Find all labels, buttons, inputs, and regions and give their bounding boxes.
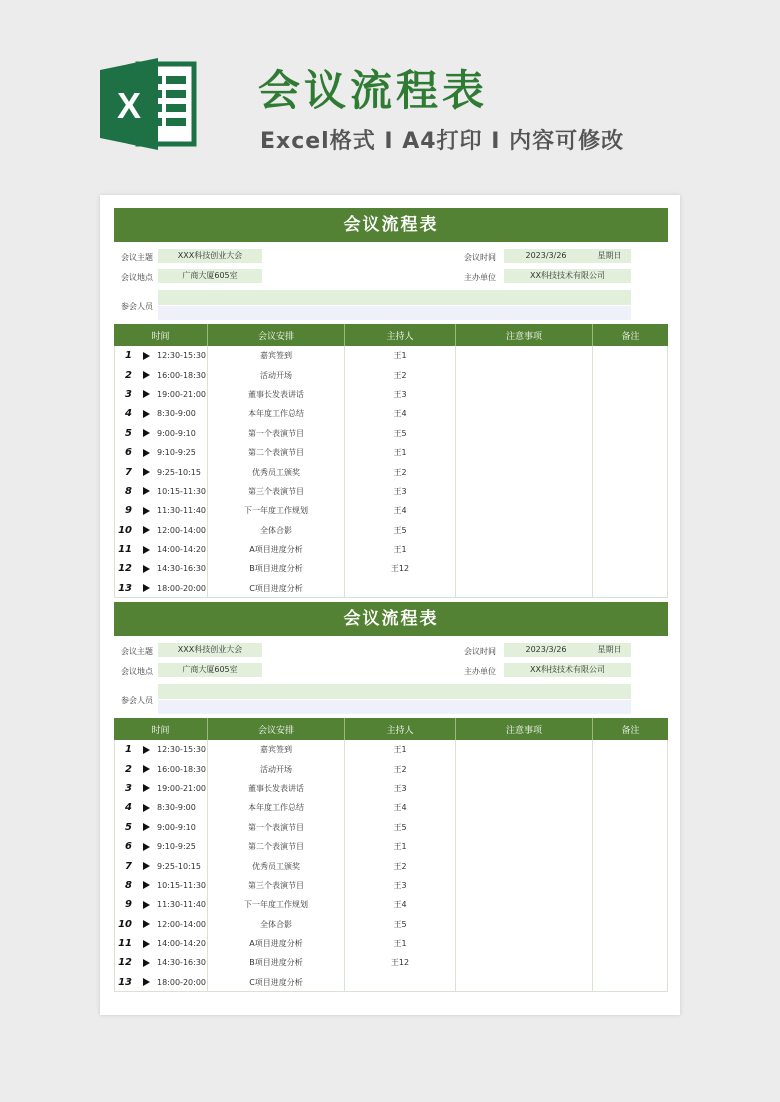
host-cell[interactable]: 王3: [345, 385, 456, 404]
row-number: 2: [125, 369, 132, 381]
time-cell: [114, 934, 208, 953]
page-subtitle: Excel格式 I A4打印 I 内容可修改: [260, 129, 625, 154]
col-notes: 注意事项: [456, 718, 593, 740]
time-value: 9:25-10:15: [157, 467, 201, 477]
info-block: [114, 242, 668, 324]
time-value: 8:30-9:00: [157, 803, 196, 813]
date-value[interactable]: 2023/3/26: [504, 249, 588, 263]
time-cell: [114, 501, 208, 520]
agenda-cell[interactable]: 第二个表演节目: [208, 443, 345, 462]
col-agenda: 会议安排: [208, 718, 345, 740]
notes-cell[interactable]: [456, 346, 593, 365]
remarks-cell[interactable]: [593, 895, 668, 914]
weekday-value[interactable]: 星期日: [588, 249, 631, 263]
table-row[interactable]: [114, 501, 668, 520]
remarks-cell[interactable]: [593, 779, 668, 798]
agenda-cell[interactable]: 优秀员工颁奖: [208, 462, 345, 481]
topic-label: 会议主题: [121, 253, 153, 262]
play-arrow-icon: [143, 823, 150, 831]
time-value: 11:30-11:40: [157, 506, 206, 516]
table-row[interactable]: [114, 895, 668, 914]
notes-cell[interactable]: [456, 915, 593, 934]
attendees-label: 参会人员: [121, 302, 153, 311]
time-cell: [114, 876, 208, 895]
remarks-cell[interactable]: [593, 973, 668, 992]
host-unit-value[interactable]: XX科技技术有限公司: [504, 269, 631, 283]
agenda-cell[interactable]: B项目进度分析: [208, 953, 345, 972]
remarks-cell[interactable]: [593, 856, 668, 875]
time-value: 9:10-9:25: [157, 448, 196, 458]
host-cell[interactable]: 王1: [345, 934, 456, 953]
host-cell[interactable]: 王2: [345, 856, 456, 875]
host-cell[interactable]: 王5: [345, 521, 456, 540]
agenda-cell[interactable]: A项目进度分析: [208, 934, 345, 953]
info-block: [114, 636, 668, 718]
play-arrow-icon: [143, 449, 150, 457]
notes-cell[interactable]: [456, 482, 593, 501]
row-number: 6: [125, 447, 132, 459]
notes-cell[interactable]: [456, 540, 593, 559]
time-value: 19:00-21:00: [157, 389, 206, 399]
agenda-cell[interactable]: B项目进度分析: [208, 559, 345, 578]
host-cell[interactable]: [345, 579, 456, 598]
place-label: 会议地点: [121, 273, 153, 282]
time-value: 9:00-9:10: [157, 822, 196, 832]
host-cell[interactable]: 王1: [345, 346, 456, 365]
time-value: 12:30-15:30: [157, 745, 206, 755]
table-row[interactable]: [114, 973, 668, 992]
play-arrow-icon: [143, 487, 150, 495]
time-cell: [114, 837, 208, 856]
sheet-1: [114, 208, 668, 598]
table-row[interactable]: [114, 521, 668, 540]
table-row[interactable]: [114, 915, 668, 934]
sheet-2: [114, 602, 668, 992]
table-row[interactable]: [114, 424, 668, 443]
host-cell[interactable]: 王4: [345, 501, 456, 520]
play-arrow-icon: [143, 940, 150, 948]
agenda-cell[interactable]: C项目进度分析: [208, 579, 345, 598]
attendees-field-2[interactable]: [158, 700, 631, 714]
time-value: 19:00-21:00: [157, 783, 206, 793]
time-value: 18:00-20:00: [157, 977, 206, 987]
date-value[interactable]: 2023/3/26: [504, 643, 588, 657]
play-arrow-icon: [143, 901, 150, 909]
time-cell: [114, 818, 208, 837]
time-cell: [114, 462, 208, 481]
host-unit-value[interactable]: XX科技技术有限公司: [504, 663, 631, 677]
play-arrow-icon: [143, 468, 150, 476]
col-host: 主持人: [345, 324, 456, 346]
remarks-cell[interactable]: [593, 540, 668, 559]
table-row[interactable]: [114, 385, 668, 404]
agenda-cell[interactable]: 第一个表演节目: [208, 818, 345, 837]
agenda-cell[interactable]: 第三个表演节目: [208, 876, 345, 895]
host-cell[interactable]: 王1: [345, 540, 456, 559]
table-row[interactable]: [114, 579, 668, 598]
notes-cell[interactable]: [456, 818, 593, 837]
row-number: 7: [125, 860, 132, 872]
topic-label: 会议主题: [121, 647, 153, 656]
row-number: 3: [125, 782, 132, 794]
page-title: 会议流程表: [258, 66, 489, 115]
host-cell[interactable]: 王2: [345, 759, 456, 778]
time-value: 14:00-14:20: [157, 545, 206, 555]
table-row[interactable]: [114, 876, 668, 895]
notes-cell[interactable]: [456, 779, 593, 798]
notes-cell[interactable]: [456, 385, 593, 404]
time-value: 9:10-9:25: [157, 842, 196, 852]
row-number: 7: [125, 466, 132, 478]
time-label: 会议时间: [464, 647, 496, 656]
notes-cell[interactable]: [456, 895, 593, 914]
host-unit-label: 主办单位: [464, 273, 496, 282]
time-cell: [114, 895, 208, 914]
remarks-cell[interactable]: [593, 365, 668, 384]
row-number: 12: [118, 563, 132, 575]
play-arrow-icon: [143, 920, 150, 928]
time-cell: [114, 740, 208, 759]
col-remarks: 备注: [621, 331, 640, 342]
row-number: 10: [118, 524, 132, 536]
table-row[interactable]: [114, 404, 668, 423]
notes-cell[interactable]: [456, 934, 593, 953]
time-cell: [114, 759, 208, 778]
host-cell[interactable]: 王5: [345, 424, 456, 443]
remarks-cell[interactable]: [593, 876, 668, 895]
play-arrow-icon: [143, 765, 150, 773]
table-row[interactable]: [114, 365, 668, 384]
notes-cell[interactable]: [456, 462, 593, 481]
time-value: 10:15-11:30: [157, 880, 206, 890]
play-arrow-icon: [143, 429, 150, 437]
remarks-cell[interactable]: [593, 424, 668, 443]
table-row[interactable]: [114, 559, 668, 578]
table-header: [114, 324, 668, 346]
sheet-title: 会议流程表: [114, 208, 668, 242]
remarks-cell[interactable]: [593, 443, 668, 462]
host-cell[interactable]: 王12: [345, 559, 456, 578]
time-value: 12:00-14:00: [157, 919, 206, 929]
time-value: 8:30-9:00: [157, 409, 196, 419]
notes-cell[interactable]: [456, 404, 593, 423]
row-number: 11: [118, 544, 132, 556]
time-cell: [114, 365, 208, 384]
host-cell[interactable]: 王3: [345, 779, 456, 798]
row-number: 5: [125, 427, 132, 439]
row-number: 13: [118, 582, 132, 594]
time-cell: [114, 424, 208, 443]
agenda-cell[interactable]: 第一个表演节目: [208, 424, 345, 443]
remarks-cell[interactable]: [593, 759, 668, 778]
place-value[interactable]: 广商大厦605室: [158, 663, 262, 677]
notes-cell[interactable]: [456, 837, 593, 856]
agenda-cell[interactable]: 嘉宾签到: [208, 346, 345, 365]
table-body: [114, 740, 668, 992]
play-arrow-icon: [143, 584, 150, 592]
row-number: 8: [125, 879, 132, 891]
notes-cell[interactable]: [456, 501, 593, 520]
agenda-cell[interactable]: 董事长发表讲话: [208, 385, 345, 404]
row-number: 3: [125, 388, 132, 400]
time-value: 10:15-11:30: [157, 486, 206, 496]
time-cell: [114, 798, 208, 817]
remarks-cell[interactable]: [593, 482, 668, 501]
remarks-cell[interactable]: [593, 385, 668, 404]
time-value: 14:30-16:30: [157, 564, 206, 574]
row-number: 5: [125, 821, 132, 833]
host-cell[interactable]: 王12: [345, 953, 456, 972]
play-arrow-icon: [143, 526, 150, 534]
excel-icon: [100, 58, 200, 150]
time-value: 16:00-18:30: [157, 370, 206, 380]
play-arrow-icon: [143, 959, 150, 967]
row-number: 9: [125, 899, 132, 911]
time-cell: [114, 443, 208, 462]
attendees-label: 参会人员: [121, 696, 153, 705]
table-row[interactable]: [114, 818, 668, 837]
table-row[interactable]: [114, 540, 668, 559]
time-cell: [114, 779, 208, 798]
notes-cell[interactable]: [456, 365, 593, 384]
table-row[interactable]: [114, 482, 668, 501]
table-row[interactable]: [114, 779, 668, 798]
topic-value[interactable]: XXX科技创业大会: [158, 249, 262, 263]
notes-cell[interactable]: [456, 856, 593, 875]
agenda-cell[interactable]: 活动开场: [208, 759, 345, 778]
remarks-cell[interactable]: [593, 953, 668, 972]
notes-cell[interactable]: [456, 559, 593, 578]
remarks-cell[interactable]: [593, 559, 668, 578]
table-row[interactable]: [114, 346, 668, 365]
col-time: 时间: [114, 718, 208, 740]
remarks-cell[interactable]: [593, 346, 668, 365]
col-host: 主持人: [345, 718, 456, 740]
play-arrow-icon: [143, 507, 150, 515]
agenda-cell[interactable]: 本年度工作总结: [208, 798, 345, 817]
agenda-cell[interactable]: 第三个表演节目: [208, 482, 345, 501]
row-number: 12: [118, 957, 132, 969]
remarks-cell[interactable]: [593, 818, 668, 837]
col-remarks: 备注: [621, 725, 640, 736]
notes-cell[interactable]: [456, 740, 593, 759]
table-row[interactable]: [114, 934, 668, 953]
remarks-cell[interactable]: [593, 404, 668, 423]
row-number: 4: [125, 802, 132, 814]
remarks-cell[interactable]: [593, 521, 668, 540]
notes-cell[interactable]: [456, 521, 593, 540]
play-arrow-icon: [143, 978, 150, 986]
host-unit-label: 主办单位: [464, 667, 496, 676]
host-cell[interactable]: 王4: [345, 404, 456, 423]
agenda-cell[interactable]: 董事长发表讲话: [208, 779, 345, 798]
play-arrow-icon: [143, 371, 150, 379]
agenda-cell[interactable]: 下一年度工作规划: [208, 501, 345, 520]
remarks-cell[interactable]: [593, 579, 668, 598]
page-header: [0, 0, 780, 190]
time-cell: [114, 521, 208, 540]
table-row[interactable]: [114, 740, 668, 759]
remarks-cell[interactable]: [593, 915, 668, 934]
play-arrow-icon: [143, 784, 150, 792]
agenda-cell[interactable]: 优秀员工颁奖: [208, 856, 345, 875]
host-cell[interactable]: 王3: [345, 876, 456, 895]
time-value: 9:00-9:10: [157, 428, 196, 438]
weekday-value[interactable]: 星期日: [588, 643, 631, 657]
time-value: 14:00-14:20: [157, 939, 206, 949]
time-cell: [114, 540, 208, 559]
time-cell: [114, 579, 208, 598]
play-arrow-icon: [143, 352, 150, 360]
notes-cell[interactable]: [456, 973, 593, 992]
agenda-cell[interactable]: A项目进度分析: [208, 540, 345, 559]
table-body: [114, 346, 668, 598]
col-agenda: 会议安排: [208, 324, 345, 346]
remarks-cell[interactable]: [593, 740, 668, 759]
time-cell: [114, 346, 208, 365]
host-cell[interactable]: 王4: [345, 798, 456, 817]
remarks-cell[interactable]: [593, 462, 668, 481]
time-cell: [114, 856, 208, 875]
table-row[interactable]: [114, 759, 668, 778]
place-label: 会议地点: [121, 667, 153, 676]
paper-sheet: [100, 195, 680, 1015]
play-arrow-icon: [143, 804, 150, 812]
agenda-cell[interactable]: 第二个表演节目: [208, 837, 345, 856]
row-number: 1: [125, 350, 132, 362]
play-arrow-icon: [143, 546, 150, 554]
host-cell[interactable]: 王2: [345, 365, 456, 384]
table-row[interactable]: [114, 856, 668, 875]
play-arrow-icon: [143, 843, 150, 851]
notes-cell[interactable]: [456, 876, 593, 895]
time-cell: [114, 973, 208, 992]
play-arrow-icon: [143, 881, 150, 889]
place-value[interactable]: 广商大厦605室: [158, 269, 262, 283]
time-value: 12:30-15:30: [157, 351, 206, 361]
host-cell[interactable]: 王1: [345, 740, 456, 759]
table-row[interactable]: [114, 443, 668, 462]
time-value: 9:25-10:15: [157, 861, 201, 871]
host-cell[interactable]: 王5: [345, 915, 456, 934]
play-arrow-icon: [143, 410, 150, 418]
row-number: 1: [125, 744, 132, 756]
time-cell: [114, 404, 208, 423]
agenda-cell[interactable]: 下一年度工作规划: [208, 895, 345, 914]
host-cell[interactable]: 王3: [345, 482, 456, 501]
notes-cell[interactable]: [456, 424, 593, 443]
excel-icon-letter: X: [116, 85, 142, 126]
sheet-title: 会议流程表: [114, 602, 668, 636]
time-value: 12:00-14:00: [157, 525, 206, 535]
host-cell[interactable]: 王4: [345, 895, 456, 914]
play-arrow-icon: [143, 746, 150, 754]
time-value: 14:30-16:30: [157, 958, 206, 968]
host-cell[interactable]: [345, 973, 456, 992]
agenda-cell[interactable]: 全体合影: [208, 915, 345, 934]
host-cell[interactable]: 王5: [345, 818, 456, 837]
agenda-cell[interactable]: 嘉宾签到: [208, 740, 345, 759]
row-number: 10: [118, 918, 132, 930]
notes-cell[interactable]: [456, 798, 593, 817]
time-cell: [114, 385, 208, 404]
play-arrow-icon: [143, 862, 150, 870]
time-cell: [114, 915, 208, 934]
time-cell: [114, 482, 208, 501]
row-number: 13: [118, 976, 132, 988]
play-arrow-icon: [143, 390, 150, 398]
remarks-cell[interactable]: [593, 837, 668, 856]
time-value: 16:00-18:30: [157, 764, 206, 774]
col-time: 时间: [114, 324, 208, 346]
attendees-field-1[interactable]: [158, 290, 631, 305]
host-cell[interactable]: 王1: [345, 443, 456, 462]
notes-cell[interactable]: [456, 579, 593, 598]
attendees-field-2[interactable]: [158, 306, 631, 320]
time-value: 18:00-20:00: [157, 583, 206, 593]
agenda-cell[interactable]: 全体合影: [208, 521, 345, 540]
notes-cell[interactable]: [456, 953, 593, 972]
host-cell[interactable]: 王1: [345, 837, 456, 856]
time-value: 11:30-11:40: [157, 900, 206, 910]
table-row[interactable]: [114, 798, 668, 817]
table-row[interactable]: [114, 837, 668, 856]
table-row[interactable]: [114, 953, 668, 972]
row-number: 9: [125, 505, 132, 517]
row-number: 11: [118, 938, 132, 950]
remarks-cell[interactable]: [593, 798, 668, 817]
row-number: 6: [125, 841, 132, 853]
col-notes: 注意事项: [456, 324, 593, 346]
row-number: 2: [125, 763, 132, 775]
remarks-cell[interactable]: [593, 501, 668, 520]
time-label: 会议时间: [464, 253, 496, 262]
time-cell: [114, 559, 208, 578]
row-number: 8: [125, 485, 132, 497]
table-row[interactable]: [114, 462, 668, 481]
play-arrow-icon: [143, 565, 150, 573]
agenda-cell[interactable]: C项目进度分析: [208, 973, 345, 992]
row-number: 4: [125, 408, 132, 420]
agenda-cell[interactable]: 本年度工作总结: [208, 404, 345, 423]
notes-cell[interactable]: [456, 759, 593, 778]
attendees-field-1[interactable]: [158, 684, 631, 699]
time-cell: [114, 953, 208, 972]
topic-value[interactable]: XXX科技创业大会: [158, 643, 262, 657]
remarks-cell[interactable]: [593, 934, 668, 953]
agenda-cell[interactable]: 活动开场: [208, 365, 345, 384]
host-cell[interactable]: 王2: [345, 462, 456, 481]
notes-cell[interactable]: [456, 443, 593, 462]
table-header: [114, 718, 668, 740]
